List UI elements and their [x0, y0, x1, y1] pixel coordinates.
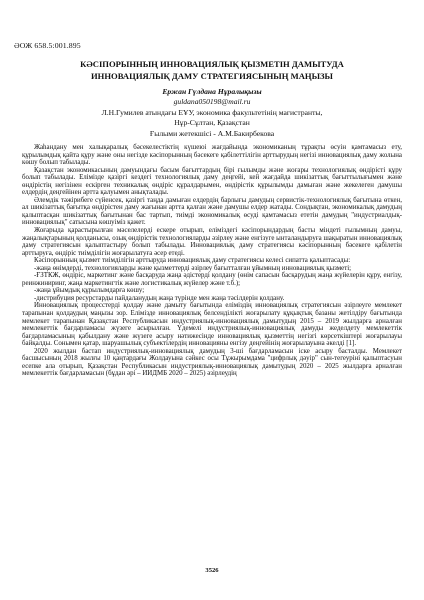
paragraph: Қазақстан экономикасының дамуындағы басым бағыттардың бірі ғылымды және жоғары технологиялық өндірісті құру болып табылады. Елімізде қазіргі кездегі технологиялық даму деңгейі, кей жағдайда шикізаттық бағыттылығымен және өндірістің негізінен ескірген техникалық өндіріс құралдарымен, өндірістік құрылымды дамыған және жекелеген дамушы елдердің деңгейінен артта қалуымен анықталады.	[22, 166, 402, 197]
author-supervisor: Ғылыми жетекшісі - А.М.Бакирбекова	[149, 128, 275, 138]
title-line: ИННОВАЦИЯЛЫҚ ДАМУ СТРАТЕГИЯСЫНЫҢ МАҢЫЗЫ	[91, 70, 333, 81]
list-item: -дистрибуция ресурстарды пайдаланудың жаңа түрінде мен жаңа тәсілдерін қолдану.	[34, 294, 285, 302]
author-affiliation: Л.Н.Гумилев атындағы ЕҰУ, экономика факультетінің магистранты,	[101, 107, 323, 117]
paragraph: Инновациялық процесстерді қолдау және дамыту бағытында еліміздің инновациялық стратегиясын әзірлеуге мемлекет тарапынан қолдаудың маңызы зор. Елімізде инновациялық белсенділікті жоғарылату құқықтық базаны жетілдіру бағытында мемлекет тарапынан Қазақстан Республикасын индустриялық-инновациялық дамытудың 2015 – 2019 жылдарға арналған мемлекеттік бағдарламасы жүзеге асырылған. Үдемелі индустриялық-инновациялық дамуды жеделдету мемлекеттік бағдарламасының қабылдану және жүзеге асыру нәтижесінде инновациялық қызметтің негізгі көрсеткіштері жоғарылауы байқалды. Сонымен қатар, шаруашылық субъектілердің инновацияны енгізу деңгейінің жоғарылауына әкелді [1].	[22, 302, 402, 348]
paragraph: Әлемдік тәжірибеге сүйенсек, қазіргі таңда дамыған елдердің барлығы дамудың сервистік-технологиялық бағытына өткен, ал шикізаттық бағытқа өндірістен даму жағынан артта қалған және дамушы елдер жатады. Сондықтан, экономикалық дамудың қалыптасқан шикізаттық бағытынан бас тартып, тиімді экономикалық өсуді қамтамасыз ететін дамудың "индустриалдық-инновациялық" сатысына көшуіміз қажет.	[22, 196, 402, 227]
article-title	[14, 59, 410, 82]
paragraph: 2020 жылдан бастап индустриялық-инновациялық дамудың 3-ші бағдарламасын іске асыру басталды. Мемлекет басшысының 2018 жылғы 10 қаңтардағы Жолдауына сәйкес осы Тұжырымдама "цифрлық дәуір" сын-тегеуріні қалыптасуын есепке ала отырып, Қазақстан Республикасын индустриялық-инновациялық дамытудың 2020 – 2025 жылдарға арналған мемлекеттік бағдарламасын (бұдан әрі – ИИДМБ 2020 – 2025) әзірлеудің	[22, 347, 402, 378]
udc-code: ӘОЖ 658.5:001.895	[14, 41, 81, 50]
author-block	[14, 87, 410, 139]
list-item: -жаңа өнімдерді, технологияларды және қызметтерді әзірлеу бағытталған ұйымның инновациялық қызметі;	[34, 264, 352, 272]
author-name: Ержан Гүлдана Нұралықызы	[162, 87, 262, 96]
article-body	[22, 144, 402, 378]
list-item: -жаңа ұйымдық құрылымдарға көшу;	[34, 287, 145, 295]
author-city: Нұр-Сұлтан, Қазақстан	[174, 118, 250, 128]
paragraph: Жаһандану мен халықаралық бәсекелестіктің күшеюі жағдайында экономиканың тұрақты өсуін қамтамасыз ету, құрылымдық қайта құру және оны негізде кәсіпорынның бәсекеге қабілеттілігін арттырудың негізі инновациялық даму жолына көшу болып табылады.	[22, 144, 402, 167]
paragraph: Жоғарыда қарастырылған мәселелерді ескере отырып, еліміздегі кәсіпорындардың басты міндеті ғылымның дамуы, жаңалықтарының қолданысы, озық өндірістік технологияларды әзірлеу және енгізуге ынталандыруға шақыратын инновациялық даму стратегиясын қалыптастыру болып табылады. Инновациялық даму стратегиясы кәсіпорынның бәсекеге қабілетін арттыруға, өндіріс тиімділігін жоғарылатуға әсер етеді.	[22, 227, 402, 257]
page-number: 3526	[205, 567, 219, 574]
paragraph: Кәсіпорынның қызмет тиімділігін арттыруда инновациялық даму стратегиясы келесі сипатта қалыптасады:	[34, 257, 351, 265]
title-line: КӘСІПОРЫННЫҢ ИННОВАЦИЯЛЫҚ ҚЫЗМЕТІН ДАМЫТУДА	[80, 59, 344, 69]
author-email: guldana050198@mail.ru	[173, 97, 251, 107]
list-item: -ҒЗТКЖ, өндіріс, маркетинг және басқаруда жаңа әдістерді қолдану (өнім сапасын басқарудың жаңа жүйелерін құру, енгізу, реинжиниринг, жаңа маркетингтік және логистикалық жүйелер және т.б.);	[22, 272, 402, 287]
